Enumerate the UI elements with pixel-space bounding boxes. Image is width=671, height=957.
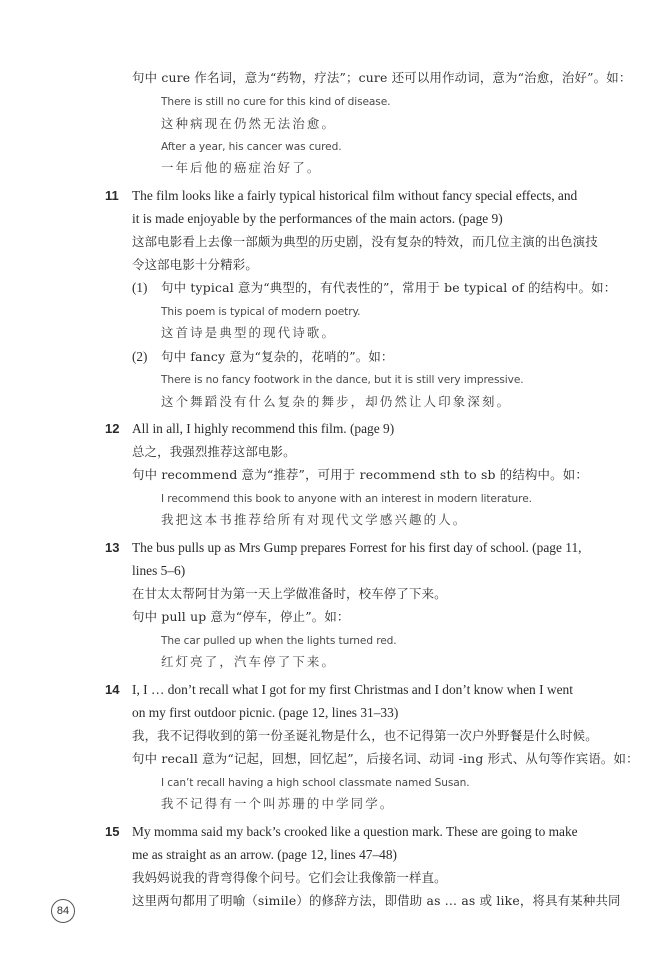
item-number: 14 (105, 682, 120, 697)
subpoint-explanation: 句中 typical 意为“典型的，有代表性的”，常用于 be typical of 的结构中。如： (161, 280, 617, 295)
example-cn: 红灯亮了，汽车停了下来。 (161, 654, 337, 669)
example-cn: 这种病现在仍然无法治愈。 (161, 116, 337, 131)
subpoint-label: (1) (132, 280, 148, 295)
item-explanation: 句中 pull up 意为“停车，停止”。如： (132, 609, 350, 624)
example-en: I recommend this book to anyone with an interest in modern literature. (161, 493, 532, 505)
subpoint-label: (2) (132, 349, 148, 364)
item-sentence-line: me as straight as an arrow. (page 12, lines 47–48) (132, 847, 398, 862)
item-explanation: 句中 recall 意为“记起，回想，回忆起”，后接名词、动词 -ing 形式、从句等作宾语。如： (132, 751, 639, 766)
item-translation-line: 在甘太太帮阿甘为第一天上学做准备时，校车停了下来。 (132, 586, 447, 601)
item-translation-line: 总之，我强烈推荐这部电影。 (132, 444, 296, 459)
item-translation-line: 令这部电影十分精彩。 (132, 257, 258, 272)
example-cn: 一年后他的癌症治好了。 (161, 160, 322, 175)
example-en: The car pulled up when the lights turned red. (161, 635, 397, 647)
item-sentence-line: The film looks like a fairly typical historical film without fancy special effects, and (132, 188, 578, 203)
example-en: There is still no cure for this kind of disease. (161, 96, 391, 108)
item-number: 15 (105, 824, 120, 839)
example-en: I can’t recall having a high school classmate named Susan. (161, 777, 470, 789)
page-number-badge: 84 (51, 899, 75, 923)
example-en: After a year, his cancer was cured. (161, 141, 342, 153)
item-sentence-line: it is made enjoyable by the performances of the main actors. (page 9) (132, 211, 503, 226)
example-cn: 这个舞蹈没有什么复杂的舞步，却仍然让人印象深刻。 (161, 394, 512, 409)
item-sentence-line: My momma said my back’s crooked like a question mark. These are going to make (132, 824, 578, 839)
item-translation-line: 我，我不记得收到的第一份圣诞礼物是什么，也不记得第一次户外野餐是什么时候。 (132, 728, 598, 743)
item-sentence-line: I, I … don’t recall what I got for my first Christmas and I don’t know when I went (132, 682, 573, 697)
example-cn: 这首诗是典型的现代诗歌。 (161, 325, 337, 340)
item-sentence-line: on my first outdoor picnic. (page 12, lines 31–33) (132, 705, 399, 720)
example-en: There is no fancy footwork in the dance, but it is still very impressive. (161, 374, 524, 386)
item-sentence-line: lines 5–6) (132, 563, 186, 578)
item-explanation: 句中 recommend 意为“推荐”，可用于 recommend sth to sb 的结构中。如： (132, 467, 588, 482)
example-en: This poem is typical of modern poetry. (161, 306, 361, 318)
intro-explanation: 句中 cure 作名词，意为“药物，疗法”；cure 还可以用作动词，意为“治愈，治好”。如： (132, 70, 632, 85)
subpoint-explanation: 句中 fancy 意为“复杂的，花哨的”。如： (161, 349, 394, 364)
item-number: 13 (105, 540, 120, 555)
item-sentence-line: All in all, I highly recommend this film. (page 9) (132, 421, 395, 436)
example-cn: 我不记得有一个叫苏珊的中学同学。 (161, 796, 395, 811)
item-number: 12 (105, 421, 120, 436)
item-number: 11 (105, 188, 119, 203)
item-translation-line: 我妈妈说我的背弯得像个问号。它们会让我像箭一样直。 (132, 870, 447, 885)
item-translation-line: 这部电影看上去像一部颇为典型的历史剧，没有复杂的特效，而几位主演的出色演技 (132, 234, 598, 249)
item-explanation: 这里两句都用了明喻（simile）的修辞方法，即借助 as ... as 或 like，将具有某种共同 (132, 893, 621, 908)
item-sentence-line: The bus pulls up as Mrs Gump prepares Forrest for his first day of school. (page 11, (132, 540, 582, 555)
example-cn: 我把这本书推荐给所有对现代文学感兴趣的人。 (161, 512, 468, 527)
